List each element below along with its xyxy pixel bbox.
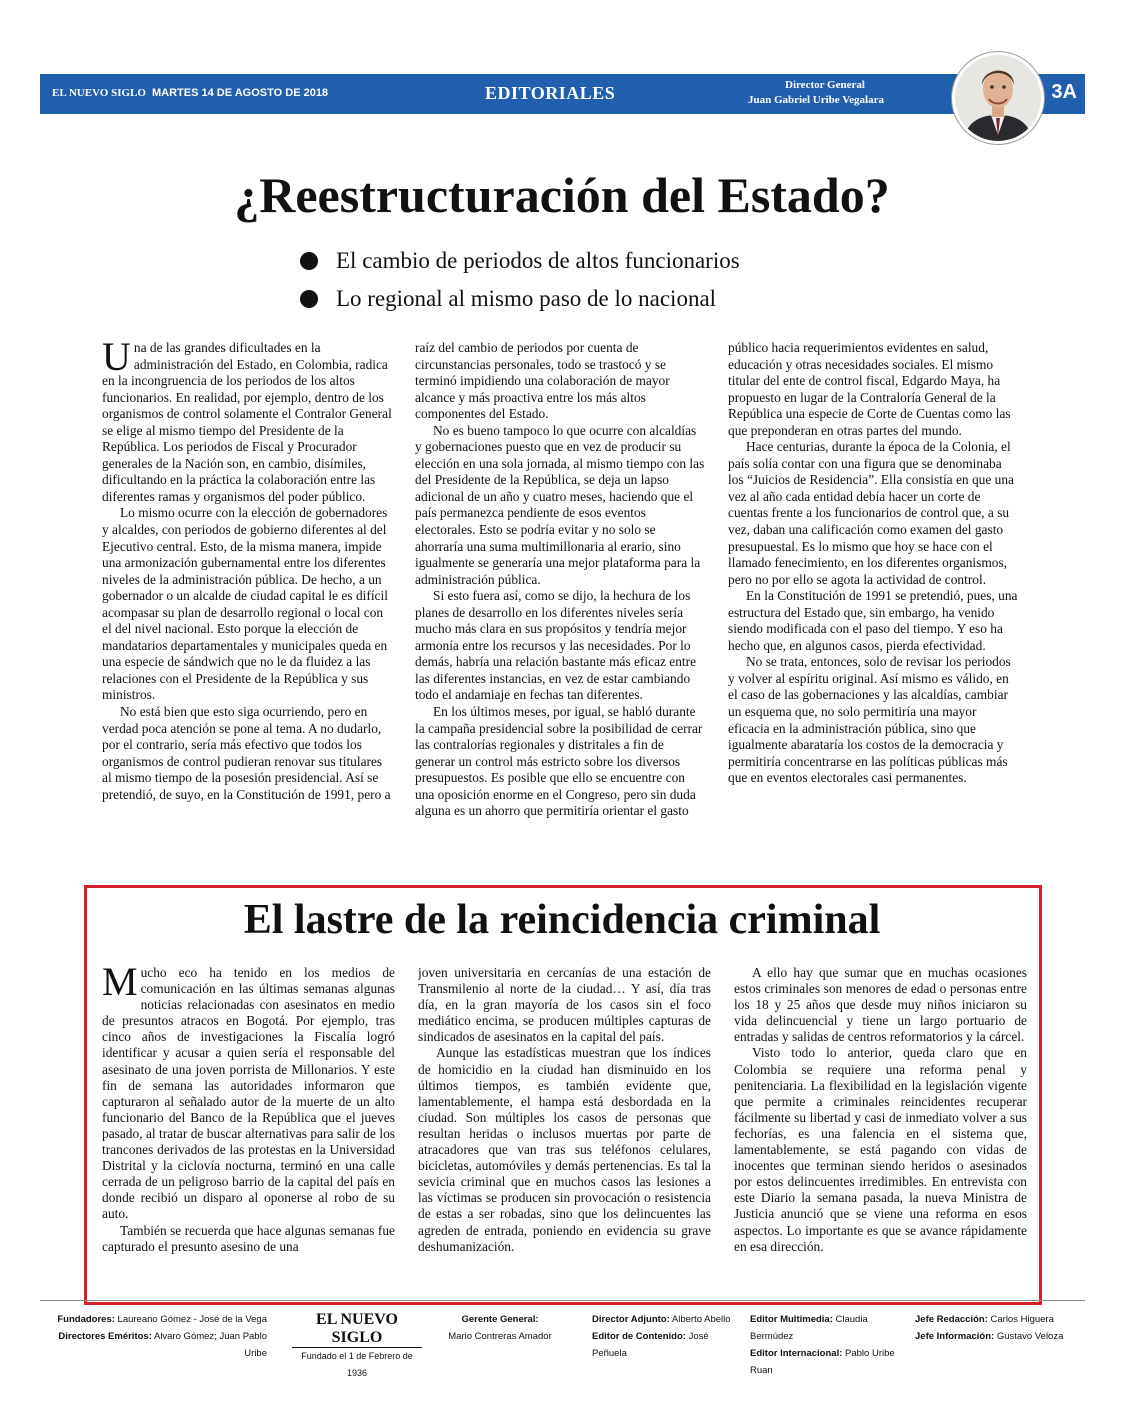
article-column — [102, 965, 395, 1287]
article-column — [102, 340, 392, 880]
page-number: 3A — [1051, 81, 1077, 103]
paragraph: En la Constitución de 1991 se pretendió, pues, una estructura del Estado que, sin embargo, ha venido siendo modificada con el paso del tiempo. Y eso ha hecho que, en algunos casos, pierda efectividad. — [728, 588, 1018, 653]
paragraph: Visto todo lo anterior, queda claro que en Colombia se requiere una reforma penal y penitenciaria. La flexibilidad en la legislación vigente que permite a criminales reincidentes recuperar fácilmente su libertad y casi de inmediato volver a sus fechorías, es una falencia en el sistema que, lamentablemente, se está pagando con vidas de inocentes que terminan siendo heridos o asesinados por estos delincuentes irredimibles. En entrevista con este Diario la semana pasada, la nueva Ministra de Justicia anunció que se viene una reforma en esos aspectos. Lo importante es que se avance rápidamente en esa dirección. — [734, 1045, 1027, 1254]
article-column — [728, 340, 1018, 880]
director-portrait — [952, 52, 1044, 144]
editorial-headline: ¿Reestructuración del Estado? — [234, 167, 890, 223]
footer-founders: Fundadores: Laureano Gómez - José de la Vega Directores Eméritos: Alvaro Gómez; Juan Pablo Uribe — [57, 1314, 267, 1359]
paragraph: No está bien que esto siga ocurriendo, pero en verdad poca atención se pone al tema. A no dudarlo, por el contrario, sería más efectivo que todos los organismos de control pudieran renovar sus titulares al mismo tiempo de la posesión presidencial. Así se pretendió, de suyo, en la Constitución de 1991, pero a — [102, 704, 391, 802]
subhead-item — [300, 242, 740, 280]
paragraph: No se trata, entonces, solo de revisar los periodos y volver al espíritu original. Así mismo es válido, en el caso de las gobernaciones y las alcaldías, cambiar un esquema que, no solo permitiría una mayor eficacia en la administración pública, sino que igualmente abarataría los costos de la democracia y permitiría concentrarse en las políticas públicas más que en eventos electorales casi permanentes. — [728, 654, 1011, 786]
drop-cap: M — [102, 965, 138, 1004]
paragraph: En los últimos meses, por igual, se habló durante la campaña presidencial sobre la posibilidad de cerrar las contralorías regionales y distritales a fin de generar un control más estricto sobre los diversos presupuestos. Es posible que ello se encuentre con una oposición enorme en el Congreso, pero sin duda alguna es un ahorro que permitiría orientar el gasto — [415, 704, 703, 819]
paragraph: Aunque las estadísticas muestran que los índices de homicidio en la ciudad han disminuido en los últimos tiempos, es también evidente que, lamentablemente, el hampa está desbordada en la ciudad. Son múltiples los casos de personas que resultan heridas o inclusos muertas por parte de atracadores que van tras sus teléfonos celulares, bicicletas, automóviles y demás pertenencias. Es tal la sevicia criminal que en muchos casos las lesiones a las víctimas se producen sin provocación o resistencia de estas a ser robadas, sino que los delincuentes las agreden de entrada, poniendo en evidencia su grave deshumanización. — [418, 1045, 711, 1254]
paragraph: No es bueno tampoco lo que ocurre con alcaldías y gobernaciones puesto que en vez de producir su elección en una sola jornada, al mismo tiempo con las del Presidente de la República, se deja un lapso adicional de un año y cuatro meses, haciendo que el país permanezca pendiente de esos eventos electorales. Esto se podría evitar y no solo se ahorraría una suma multimillonaria al erario, sino igualmente se generaría una mejor plataforma para la administración pública. — [415, 422, 705, 587]
article-column — [418, 965, 711, 1287]
paragraph: A ello hay que sumar que en muchas ocasiones estos criminales son menores de edad o personas entre los 18 y 25 años que desde muy niños iniciaron su vida delincuencial y tiene un largo portuario de entradas y salidas de centros reformatorios y la cárcel. — [734, 965, 1027, 1045]
paragraph: Si esto fuera así, como se dijo, la hechura de los planes de desarrollo en los diferentes niveles sería mucho más clara en sus propósitos y tendría mejor armonía entre los recursos y las necesidades. Por lo demás, habría una relación bastante más eficaz entre las diferentes instancias, en vez de estar cambiando todo el andamiaje en fechas tan diferentes. — [415, 588, 697, 703]
bullet-icon — [300, 252, 318, 270]
paper-name: EL NUEVO SIGLO — [52, 87, 146, 99]
section-title: EDITORIALES — [485, 83, 616, 103]
footer-logo: EL NUEVO SIGLO — [292, 1311, 422, 1348]
editorial-body — [102, 340, 1022, 880]
footer-editors-2: Editor Multimedia: Claudia Bermúdez Editor Internacional: Pablo Uribe Ruan — [750, 1314, 895, 1376]
director-name: Juan Gabriel Uribe Vegalara — [748, 94, 884, 106]
drop-cap: U — [102, 340, 131, 379]
paragraph: Una de las grandes dificultades en la administración del Estado, en Colombia, radica en la incongruencia de los periodos de los altos funcionarios. En realidad, por ejemplo, dentro de los organismos de control solamente el Contralor General se elige al mismo tiempo del Presidente de la República. Los periodos de Fiscal y Procurador generales de la Nación son, en cambio, disímiles, dificultando en la práctica la colaboración entre las diferentes ramas y organismos del poder público. — [102, 340, 392, 504]
bullet-icon — [300, 290, 318, 308]
editorial-headline-2: El lastre de la reincidencia criminal — [243, 897, 881, 943]
footer-manager: Gerente General: Mario Contreras Amador — [448, 1314, 552, 1342]
paragraph: Lo mismo ocurre con la elección de gobernadores y alcaldes, con periodos de gobierno diferentes al del Ejecutivo central. Esto, de la misma manera, impide una armonización gubernamental entre los diferentes niveles de la administración pública. De hecho, a un gobernador o un alcalde de ciudad capital le es difícil acompasar su plan de desarrollo regional o local con el del nivel nacional. Esto porque la elección de mandatarios departamentales y municipales queda en una especie de sándwich que no le da fluidez a las relaciones con el Presidente de la República y sus ministros. — [102, 505, 388, 703]
paragraph: público hacia requerimientos evidentes en salud, educación y otras necesidades sociales. El mismo titular del ente de control fiscal, Edgardo Maya, ha propuesto en lugar de la Contraloría General de la República una especie de Corte de Cuentas como las que preponderan en otras partes del mundo. — [728, 340, 1011, 438]
subhead-item — [300, 280, 740, 318]
footer-editors-3: Jefe Redacción: Carlos Higuera Jefe Información: Gustavo Veloza — [915, 1314, 1064, 1342]
founded-date: Fundado el 1 de Febrero de 1936 — [301, 1351, 413, 1378]
editorial-body-2 — [102, 965, 1028, 1287]
article-column — [734, 965, 1027, 1287]
paragraph: Hace centurias, durante la época de la Colonia, el país solía contar con una figura que se denominaba los “Juicios de Residencia”. Ella consistía en que una vez al año cada entidad debía hacer un corte de cuentas frente a los funcionarios de control que, a su vez, daban una calificación como examen del gasto presupuestal. Es lo mismo que hoy se hace con el llamado fenecimiento, en los diferentes organismos, pero no por ello se agota la actividad de control. — [728, 439, 1014, 587]
article-column — [415, 340, 705, 880]
paragraph: También se recuerda que hace algunas semanas fue capturado el presunto asesino de una — [102, 1222, 395, 1254]
subhead-text: El cambio de periodos de altos funcionarios — [336, 248, 740, 273]
footer-logo-block — [292, 1311, 422, 1382]
masthead-bar — [40, 74, 1085, 114]
paragraph: joven universitaria en cercanías de una estación de Transmilenio al norte de la ciudad… Y así, día tras día, en la gran mayoría de los casos sin el foco mediático encima, se producen múltiples capturas de sindicados de asesinatos en la capital del país. — [418, 965, 711, 1045]
editorial-subheads — [300, 242, 740, 318]
paragraph: Mucho eco ha tenido en los medios de comunicación en las últimas semanas algunas noticias relacionadas con asesinatos en medio de presuntos atracos en Bogotá. Por ejemplo, tras cinco años de investigaciones la Fiscalía logró identificar y acusar a quien sería el responsable del asesinato de una joven porrista de Millonarios. Y este fin de semana las autoridades informaron que capturaron al señalado autor de la muerte de un alto funcionario del Banco de la República que el jueves pasado, al tratar de buscar alternativas para salir de los trancones derivados de las protestas en la Universidad Distrital y la ciclovía nocturna, terminó en una calle cerrada de un peligroso barrio de la capital del país en donde recibió un disparo al oponerse al robo de su auto. — [102, 965, 395, 1222]
footer-editors-1: Director Adjunto: Alberto Abello Editor de Contenido: José Peñuela — [592, 1314, 731, 1359]
director-title: Director General — [785, 79, 865, 91]
subhead-text: Lo regional al mismo paso de lo nacional — [336, 286, 717, 311]
issue-date: MARTES 14 DE AGOSTO DE 2018 — [152, 87, 329, 99]
footer-divider — [40, 1300, 1085, 1301]
paragraph: raíz del cambio de periodos por cuenta de circunstancias personales, todo se trastocó y se terminó impidiendo una colaboración de mayor alcance y más proactiva entre los más altos componentes del Estado. — [415, 340, 670, 422]
